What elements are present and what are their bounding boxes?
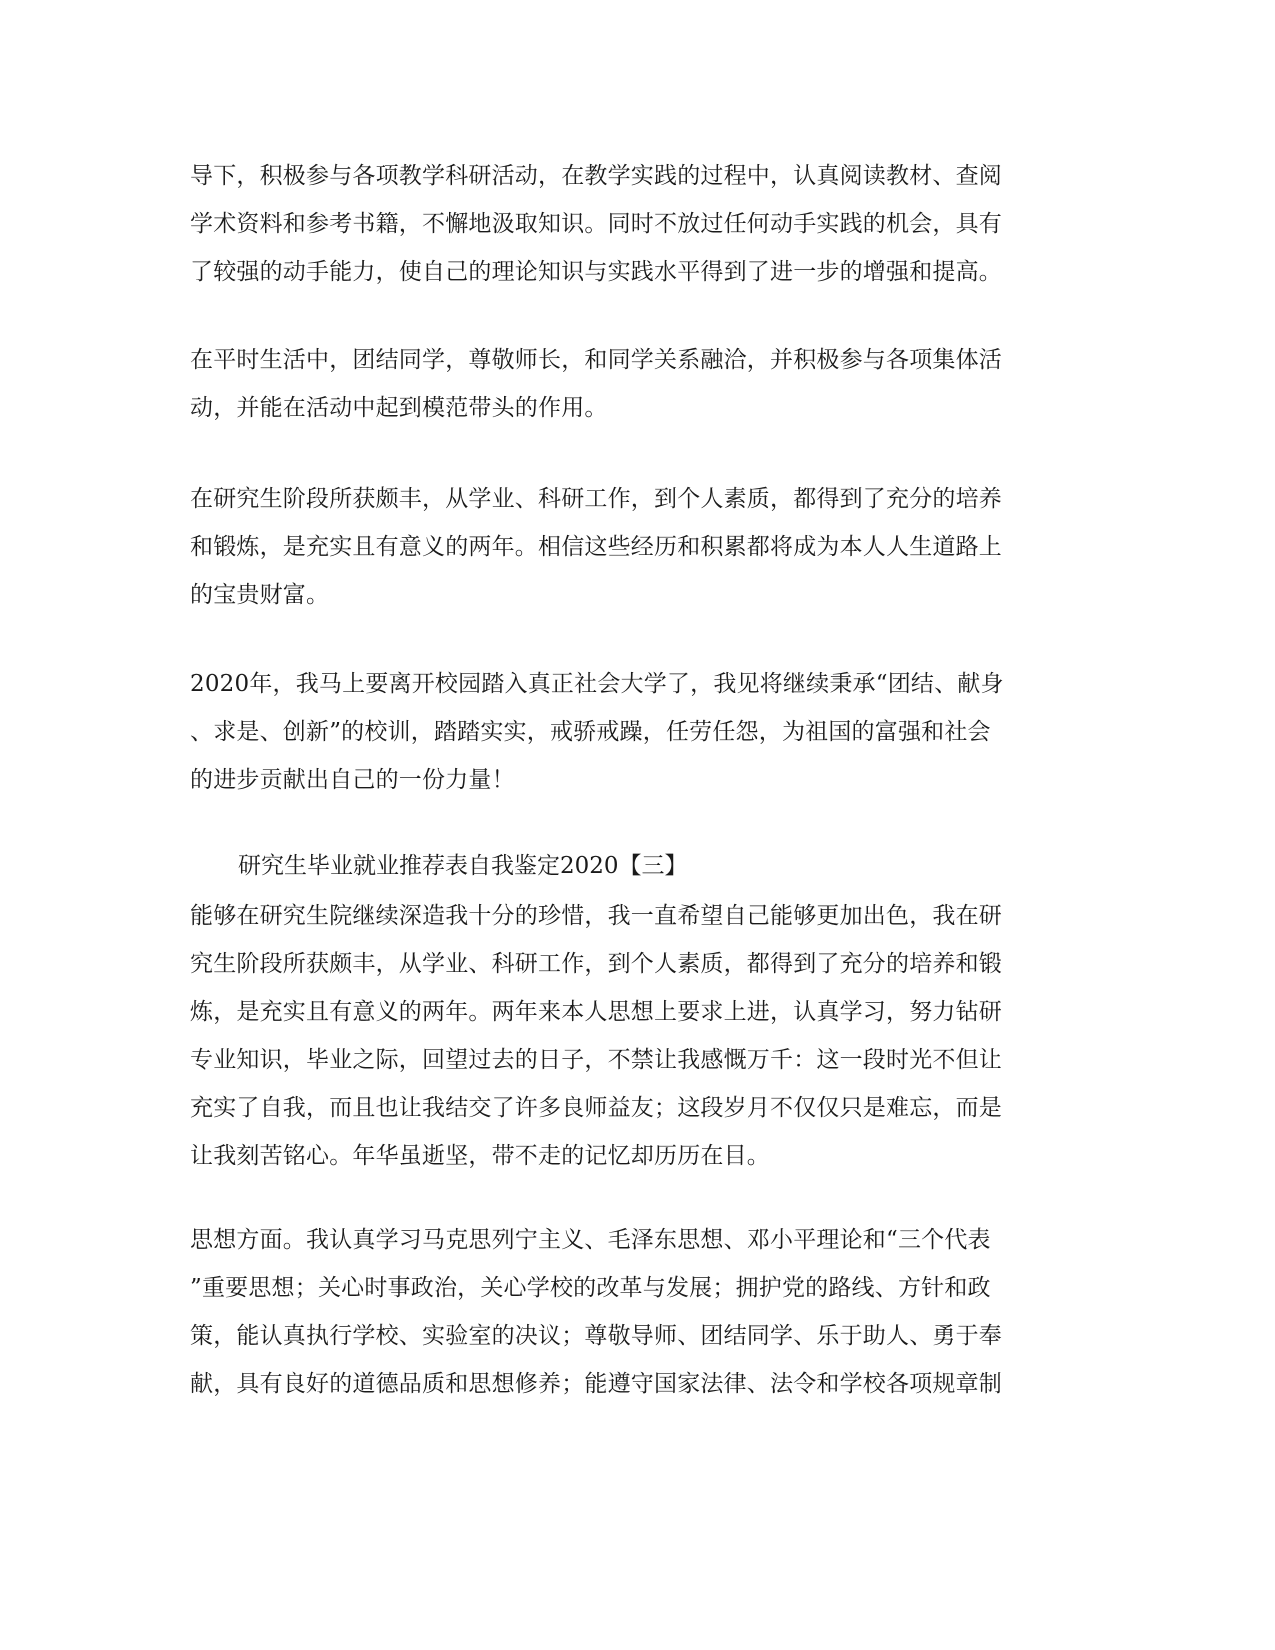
- text-line: 了较强的动手能力，使自己的理论知识与实践水平得到了进一步的增强和提高。: [190, 259, 1002, 285]
- text-line: 动，并能在活动中起到模范带头的作用。: [190, 395, 608, 421]
- paragraph-4: [190, 660, 1004, 804]
- text-line: 炼，是充实且有意义的两年。两年来本人思想上要求上进，认真学习，努力钻研: [190, 999, 1002, 1025]
- text-line: 的宝贵财富。: [190, 582, 330, 608]
- text-line: 2020年，我马上要离开校园踏入真正社会大学了，我见将继续秉承“团结、献身: [190, 671, 1004, 697]
- text-line: 专业知识，毕业之际，回望过去的日子，不禁让我感慨万千：这一段时光不但让: [190, 1047, 1002, 1073]
- paragraph-5: [190, 892, 1002, 1180]
- paragraph-2: [190, 336, 1002, 432]
- text-line: 献，具有良好的道德品质和思想修养；能遵守国家法律、法令和学校各项规章制: [190, 1371, 1002, 1397]
- text-line: ”重要思想；关心时事政治，关心学校的改革与发展；拥护党的路线、方针和政: [190, 1275, 991, 1301]
- section-heading: 研究生毕业就业推荐表自我鉴定2020【三】: [238, 853, 688, 879]
- text-line: 学术资料和参考书籍，不懈地汲取知识。同时不放过任何动手实践的机会，具有: [190, 211, 1002, 237]
- text-line: 究生阶段所获颇丰，从学业、科研工作，到个人素质，都得到了充分的培养和锻: [190, 951, 1002, 977]
- text-line: 导下，积极参与各项教学科研活动，在教学实践的过程中，认真阅读教材、查阅: [190, 163, 1002, 189]
- text-line: 策，能认真执行学校、实验室的决议；尊敬导师、团结同学、乐于助人、勇于奉: [190, 1323, 1002, 1349]
- paragraph-1: [190, 152, 1002, 296]
- text-line: 在研究生阶段所获颇丰，从学业、科研工作，到个人素质，都得到了充分的培养: [190, 486, 1002, 512]
- text-line: 和锻炼，是充实且有意义的两年。相信这些经历和积累都将成为本人人生道路上: [190, 534, 1002, 560]
- text-line: 在平时生活中，团结同学，尊敬师长，和同学关系融洽，并积极参与各项集体活: [190, 347, 1002, 373]
- text-line: 思想方面。我认真学习马克思列宁主义、毛泽东思想、邓小平理论和“三个代表: [190, 1227, 991, 1253]
- text-line: 能够在研究生院继续深造我十分的珍惜，我一直希望自己能够更加出色，我在研: [190, 903, 1002, 929]
- text-line: 让我刻苦铭心。年华虽逝坚，带不走的记忆却历历在目。: [190, 1143, 770, 1169]
- text-line: 充实了自我，而且也让我结交了许多良师益友；这段岁月不仅仅只是难忘，而是: [190, 1095, 1002, 1121]
- text-line: 的进步贡献出自己的一份力量！: [190, 767, 515, 793]
- text-line: 、求是、创新”的校训，踏踏实实，戒骄戒躁，任劳任怨，为祖国的富强和社会: [190, 719, 991, 745]
- paragraph-3: [190, 475, 1002, 619]
- paragraph-6: [190, 1216, 1002, 1408]
